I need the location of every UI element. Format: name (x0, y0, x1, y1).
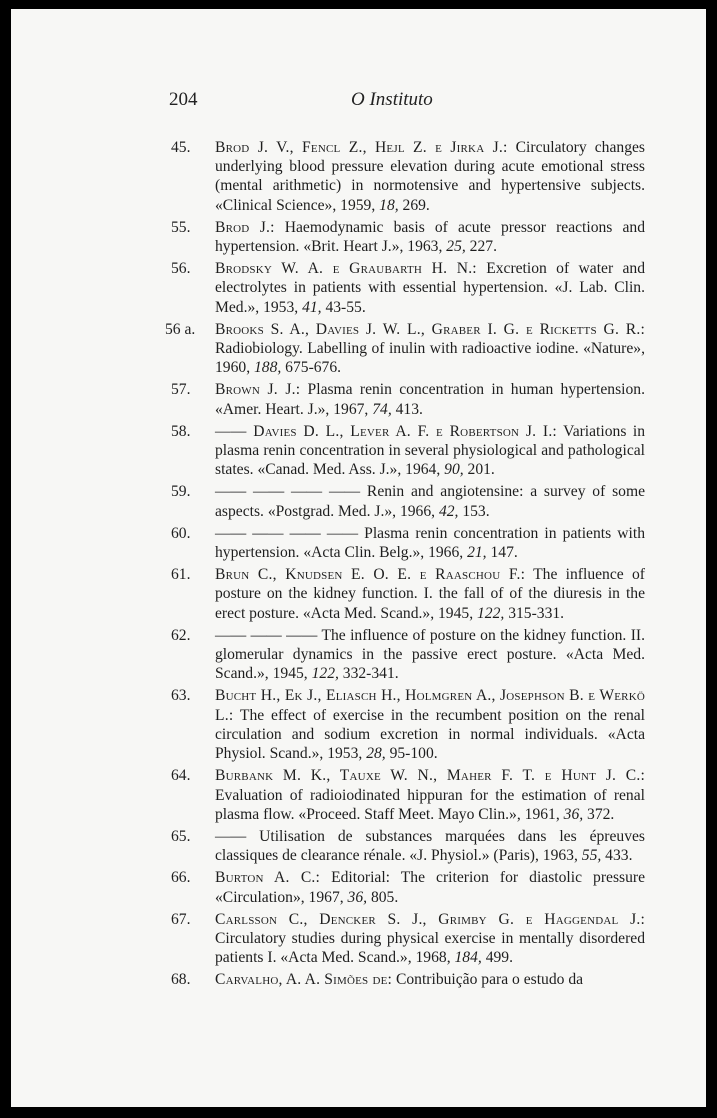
reference-authors: Bucht H., Ek J., Eliasch H., Holmgren A., Josephson B. e Werkö L.: (215, 687, 645, 724)
reference-volume: 36, (563, 805, 584, 823)
reference-entry (171, 686, 645, 763)
reference-text: The effect of exercise in the recumbent position on the renal circulation and sodium excretion in normal individuals. «Acta Physiol. Scand.», 1953, (215, 706, 645, 763)
reference-entry (171, 422, 645, 480)
reference-volume: 25, (446, 238, 466, 256)
reference-entry (171, 524, 645, 562)
reference-entry (171, 970, 645, 989)
reference-pages: 227. (465, 238, 497, 256)
reference-authors: Burton A. C.: (215, 869, 321, 887)
reference-volume: 36, (347, 888, 368, 906)
reference-text: Excretion of water and electrolytes in patients with essential hypertension. «J. Lab. Clin. Med.», 1953, (215, 260, 646, 316)
reference-number: 62. (171, 626, 191, 644)
reference-text: Circulatory changes underlying blood pressure elevation during acute emotional stress (mental arithmetic) in normotensive and hypertensive subjects. «Clinical Science», 1959, (215, 139, 645, 214)
reference-number: 59. (171, 483, 191, 501)
reference-pages: 315-331. (504, 604, 565, 622)
reference-entry (171, 910, 645, 968)
reference-text: —— —— —— The influence of posture on the kidney function. II. glomerular dynamics in the passive erect posture. «Acta Med. Scand.», 1945, (215, 626, 645, 683)
reference-number: 45. (171, 139, 191, 156)
reference-text: Evaluation of radioiodinated hippuran for the estimation of renal plasma flow. «Proceed. Staff Meet. Mayo Clin.», 1961, (215, 786, 645, 823)
reference-entry (171, 218, 645, 256)
reference-authors: Brod J. V., Fencl Z., Hejl Z. e Jirka J.: (215, 139, 508, 156)
reference-number: 57. (171, 381, 191, 399)
reference-entry (171, 482, 645, 520)
reference-volume: 18, (379, 196, 399, 214)
reference-authors: Brod J.: (215, 218, 275, 236)
reference-text: —— —— —— —— Plasma renin concentration in patients with hypertension. «Acta Clin. Belg.», 1966, (215, 524, 645, 562)
reference-authors: Burbank M. K., Tauxe W. N., Maher F. T. e Hunt J. C.: (215, 767, 645, 785)
reference-pages: 332-341. (338, 665, 399, 683)
reference-entry (171, 565, 645, 623)
reference-volume: 42, (438, 502, 459, 520)
reference-authors: Carvalho, A. A. Simões de: (215, 971, 393, 989)
reference-volume: 74, (372, 400, 392, 418)
page-header (169, 89, 449, 119)
reference-pages: 433. (601, 847, 633, 865)
page-number: 204 (169, 89, 198, 110)
reference-volume: 122, (311, 665, 339, 683)
reference-pages: 675-676. (281, 359, 342, 377)
reference-number: 58. (171, 422, 191, 440)
reference-volume: 122, (477, 604, 505, 622)
reference-text: Editorial: The criterion for diastolic pressure «Circulation», 1967, (215, 869, 645, 906)
running-title: O Instituto (351, 89, 433, 110)
reference-number: 55. (171, 218, 191, 236)
reference-authors: —— Davies D. L., Lever A. F. e Robertson J. I.: (215, 422, 557, 440)
reference-text: The influence of posture on the kidney function. I. the fall of of the diuresis in the erect posture. «Acta Med. Scand.», 1945, (215, 566, 645, 622)
reference-pages: 805. (367, 888, 399, 906)
reference-pages: 413. (391, 400, 423, 418)
reference-text: —— —— —— —— Renin and angiotensine: a survey of some aspects. «Postgrad. Med. J.», 1966, (215, 483, 645, 520)
document-page (11, 9, 706, 1107)
reference-number: 67. (171, 910, 191, 928)
reference-entry (171, 259, 645, 317)
reference-entry (171, 868, 645, 906)
reference-authors: Brun C., Knudsen E. O. E. e Raaschou F.: (215, 566, 526, 584)
reference-text: Plasma renin concentration in human hypertension. «Amer. Heart. J.», 1967, (215, 381, 645, 418)
reference-list (165, 138, 646, 993)
reference-authors: Brooks S. A., Davies J. W. L., Graber I. G. e Ricketts G. R.: (215, 320, 645, 338)
reference-pages: 201. (463, 461, 495, 479)
reference-text: Haemodynamic basis of acute pressor reactions and hypertension. «Brit. Heart J.», 1963, (215, 218, 645, 256)
reference-entry (171, 380, 645, 418)
reference-pages: 147. (486, 544, 518, 562)
reference-number: 63. (171, 687, 191, 705)
reference-volume: 55, (581, 847, 602, 865)
reference-volume: 184, (454, 949, 482, 967)
reference-authors: Brown J. J.: (215, 381, 301, 399)
reference-volume: 188, (253, 359, 282, 377)
reference-entry (165, 320, 645, 378)
reference-text: Radiobiology. Labelling of inulin with radioactive iodine. «Nature», 1960, (215, 340, 645, 377)
reference-volume: 41, (302, 298, 322, 316)
reference-pages: 153. (458, 502, 490, 520)
reference-authors: Carlsson C., Dencker S. J., Grimby G. e Haggendal J.: (215, 910, 645, 928)
reference-entry (171, 827, 645, 865)
reference-number: 61. (171, 566, 191, 584)
reference-text: Circulatory studies during physical exercise in mentally disordered patients I. «Acta Med. Scand.», 1968, (215, 929, 645, 967)
reference-volume: 28, (366, 745, 386, 763)
reference-pages: 372. (583, 805, 615, 823)
reference-number: 56 a. (165, 320, 196, 338)
reference-text: —— Utilisation de substances marquées dans les épreuves classiques de clearance rénale. «J. Physiol.» (Paris), 1963, (215, 827, 645, 865)
reference-entry (171, 766, 645, 824)
reference-text: Contribuição para o estudo da (392, 971, 584, 989)
reference-pages: 499. (481, 949, 513, 967)
reference-pages: 95-100. (385, 745, 438, 763)
reference-pages: 269. (398, 196, 430, 214)
reference-volume: 21, (467, 544, 487, 562)
reference-entry (171, 138, 645, 215)
reference-entry (171, 626, 645, 684)
reference-number: 60. (171, 524, 191, 542)
reference-number: 64. (171, 767, 191, 785)
reference-number: 56. (171, 260, 191, 278)
reference-number: 68. (171, 971, 191, 989)
reference-authors: Brodsky W. A. e Graubarth H. N.: (215, 260, 477, 278)
reference-pages: 43-55. (321, 298, 366, 316)
reference-number: 66. (171, 869, 191, 887)
reference-number: 65. (171, 827, 191, 845)
reference-text: Variations in plasma renin concentration in several physiological and pathological states. «Canad. Med. Ass. J.», 1964, (215, 422, 646, 479)
reference-volume: 90, (444, 461, 464, 479)
